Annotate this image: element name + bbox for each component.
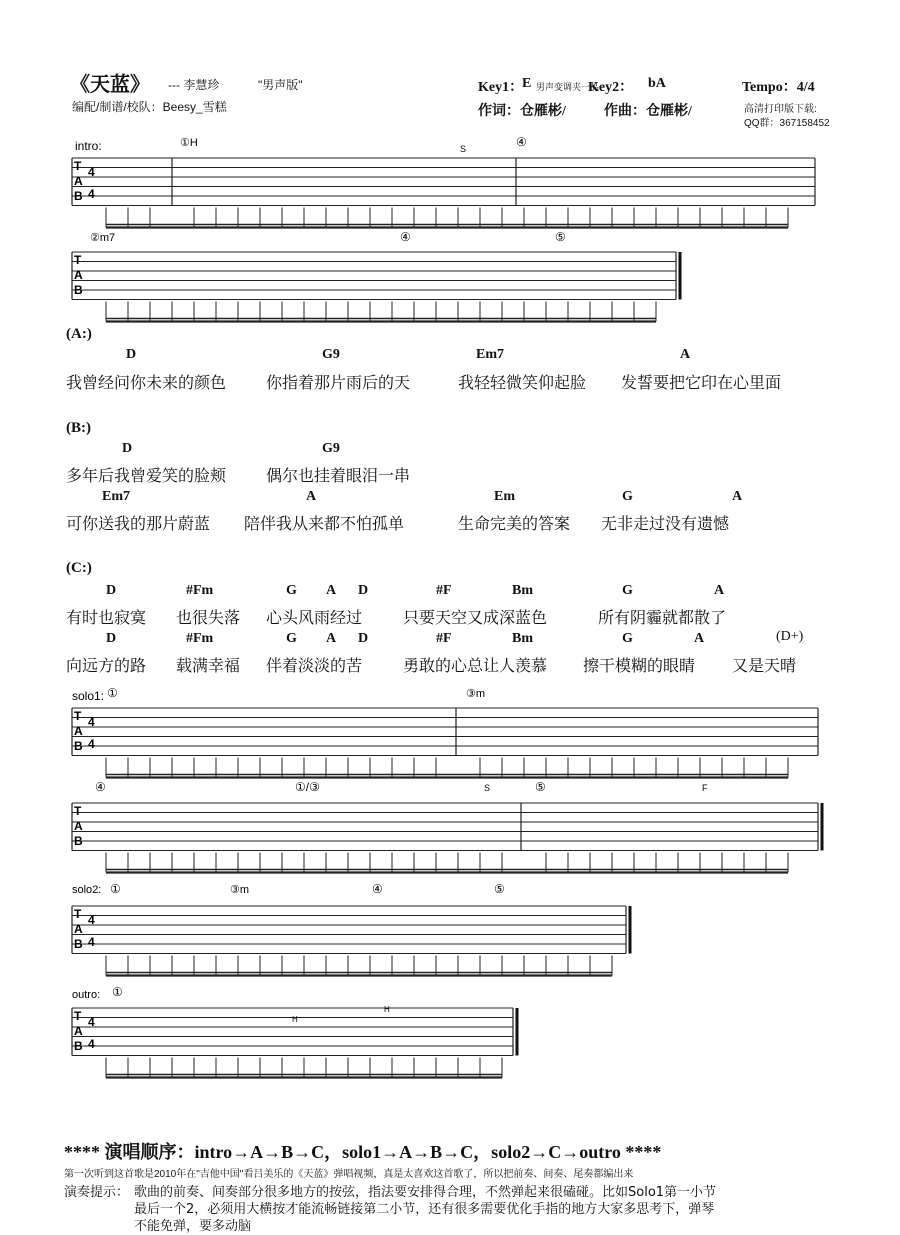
- tab-letter: T: [74, 1009, 82, 1023]
- section-a-label: (A:): [66, 326, 92, 342]
- chord: Bm: [512, 631, 533, 646]
- chord: #Fm: [186, 583, 214, 598]
- tab-letter: T: [74, 709, 82, 723]
- print-download-note: 高清打印版下载:: [744, 104, 817, 115]
- chord: A: [714, 583, 725, 598]
- chord: A: [326, 583, 337, 598]
- solo2-label: solo2:: [72, 884, 102, 896]
- chord: A: [732, 489, 743, 504]
- lyric-line: 多年后我曾爱笑的脸颊: [66, 466, 227, 485]
- chord: Em: [494, 489, 515, 504]
- time-signature-top: 4: [88, 913, 95, 927]
- tab-letter: A: [74, 819, 83, 833]
- mark-1h: ①H: [180, 137, 198, 149]
- chord: #F: [436, 631, 452, 646]
- lyric-line: 也很失落: [176, 608, 241, 627]
- lyric-line: 勇敢的心总让人羡慕: [403, 656, 548, 675]
- time-signature-bottom: 4: [88, 187, 95, 201]
- lyricist: 作词：仓雁彬/: [478, 104, 566, 119]
- mark-5-solo1: ⑤: [535, 780, 546, 794]
- tab-letter: A: [74, 922, 83, 936]
- lyric-line: 向远方的路: [66, 656, 147, 675]
- time-signature-top: 4: [88, 715, 95, 729]
- mark-5: ⑤: [555, 230, 566, 244]
- mark-1-outro: ①: [112, 985, 123, 999]
- lyric-line: 有时也寂寞: [66, 608, 147, 627]
- tab-letter: B: [74, 1039, 83, 1053]
- mark-1-solo1: ①: [107, 686, 118, 700]
- chord: G: [286, 583, 297, 598]
- mark-3m-solo1: ③m: [466, 688, 486, 700]
- solo1-label: solo1:: [72, 689, 105, 703]
- key1-value: E: [522, 76, 532, 91]
- tips-line: 歌曲的前奏、间奏部分很多地方的按弦，指法要安排得合理，不然弹起来很磕碰。比如Solo1第一小节: [134, 1185, 717, 1200]
- mark-4-solo2: ④: [372, 882, 383, 896]
- mark-slide: S: [460, 144, 467, 154]
- chord: D: [106, 583, 117, 598]
- tab-letter: A: [74, 724, 83, 738]
- chord: D: [126, 347, 137, 362]
- tab-letter: B: [74, 834, 83, 848]
- lyric-line: 我轻轻微笑仰起脸: [458, 373, 587, 392]
- tab-letter: A: [74, 174, 83, 188]
- tab-letter: A: [74, 1024, 83, 1038]
- play-order: **** 演唱顺序：intro→A→B→C，solo1→A→B→C，solo2→C→outro ****: [64, 1142, 662, 1162]
- chord: D: [106, 631, 117, 646]
- chord: G: [622, 489, 633, 504]
- chord: G9: [322, 347, 340, 362]
- mark-13: ①/③: [295, 780, 320, 794]
- chord: D: [358, 631, 369, 646]
- mark-3m-solo2: ③m: [230, 884, 250, 896]
- chord: (D+): [776, 629, 804, 644]
- chord: G: [622, 583, 633, 598]
- chord: G: [286, 631, 297, 646]
- lyric-line: 你指着那片雨后的天: [266, 373, 411, 392]
- lyric-line: 发誓要把它印在心里面: [621, 373, 782, 392]
- time-signature-bottom: 4: [88, 1037, 95, 1051]
- mark-4b: ④: [400, 230, 411, 244]
- qq-group: QQ群：367158452: [744, 118, 830, 129]
- credits: 编配/制谱/校队：Beesy_雪糕: [72, 100, 227, 114]
- section-b-label: (B:): [66, 420, 91, 436]
- chord: Em7: [476, 347, 504, 362]
- tips-line: 最后一个2，必须用大横按才能流畅链接第二小节，还有很多需要优化手指的地方大家多思考下，弹琴: [134, 1202, 715, 1217]
- chord: A: [694, 631, 705, 646]
- chord: #Fm: [186, 631, 214, 646]
- chord: G9: [322, 441, 340, 456]
- mark-f: F: [702, 783, 708, 793]
- composer: 作曲：仓雁彬/: [604, 104, 692, 119]
- chord: D: [122, 441, 133, 456]
- lyric-line: 心头风雨经过: [266, 608, 363, 627]
- tab-letter: B: [74, 189, 83, 203]
- song-title: 《天蓝》: [70, 74, 150, 96]
- mark-1-solo2: ①: [110, 882, 121, 896]
- tips-label: 演奏提示：: [64, 1185, 130, 1200]
- lyric-line: 所有阴霾就都散了: [598, 608, 727, 627]
- key2-value: bA: [648, 76, 666, 91]
- lyric-line: 陪伴我从来都不怕孤单: [244, 514, 405, 533]
- intro-label: intro:: [75, 139, 102, 153]
- mark-h-outro: H: [292, 1015, 298, 1024]
- key1-label: Key1：: [478, 80, 524, 95]
- tab-letter: T: [74, 253, 82, 267]
- chord: D: [358, 583, 369, 598]
- mark-slide-2: S: [484, 783, 491, 793]
- chord: A: [306, 489, 317, 504]
- time-signature-bottom: 4: [88, 935, 95, 949]
- version-label: "男声版": [258, 78, 303, 92]
- time-signature-top: 4: [88, 1015, 95, 1029]
- author-note: 第一次听到这首歌是2010年在"吉他中国"看吕美乐的《天蓝》弹唱视频，真是太喜欢这首歌了，所以把前奏、间奏、尾奏都编出来: [64, 1169, 634, 1180]
- mark-h-outro-2: H: [384, 1005, 390, 1014]
- lyric-line: 擦干模糊的眼睛: [583, 656, 696, 675]
- tab-letter: B: [74, 283, 83, 297]
- lyric-line: 无非走过没有遗憾: [601, 514, 730, 533]
- chord: Em7: [102, 489, 130, 504]
- tab-letter: T: [74, 159, 82, 173]
- lyric-line: 又是天晴: [732, 656, 797, 675]
- chord: A: [326, 631, 337, 646]
- chord: Bm: [512, 583, 533, 598]
- tab-letter: B: [74, 937, 83, 951]
- lyric-line: 只要天空又成深蓝色: [403, 608, 548, 627]
- outro-label: outro:: [72, 989, 101, 1001]
- key2-label: Key2：: [588, 80, 634, 95]
- lyric-line: 生命完美的答案: [458, 514, 571, 533]
- lyric-line: 我曾经问你未来的颜色: [66, 373, 227, 392]
- lyric-line: 伴着淡淡的苦: [266, 656, 363, 675]
- tab-letter: B: [74, 739, 83, 753]
- chord: A: [680, 347, 691, 362]
- chord: #F: [436, 583, 452, 598]
- mark-4: ④: [516, 135, 527, 149]
- lyric-line: 偶尔也挂着眼泪一串: [266, 466, 411, 485]
- mark-4-solo1: ④: [95, 780, 106, 794]
- mark-5-solo2: ⑤: [494, 882, 505, 896]
- key1-capo-note: 男声变调夹一品: [536, 82, 600, 92]
- lyric-line: 载满幸福: [176, 656, 241, 675]
- tempo: Tempo：4/4: [742, 80, 815, 95]
- tab-letter: T: [74, 907, 82, 921]
- section-c-label: (C:): [66, 560, 92, 576]
- lyric-line: 可你送我的那片蔚蓝: [66, 514, 211, 533]
- artist: --- 李慧珍: [168, 78, 220, 92]
- chord: G: [622, 631, 633, 646]
- time-signature-bottom: 4: [88, 737, 95, 751]
- tab-letter: T: [74, 804, 82, 818]
- tips-line: 不能免弹，要多动脑: [134, 1219, 252, 1234]
- mark-2m7: ②m7: [90, 232, 116, 244]
- time-signature-top: 4: [88, 165, 95, 179]
- tab-letter: A: [74, 268, 83, 282]
